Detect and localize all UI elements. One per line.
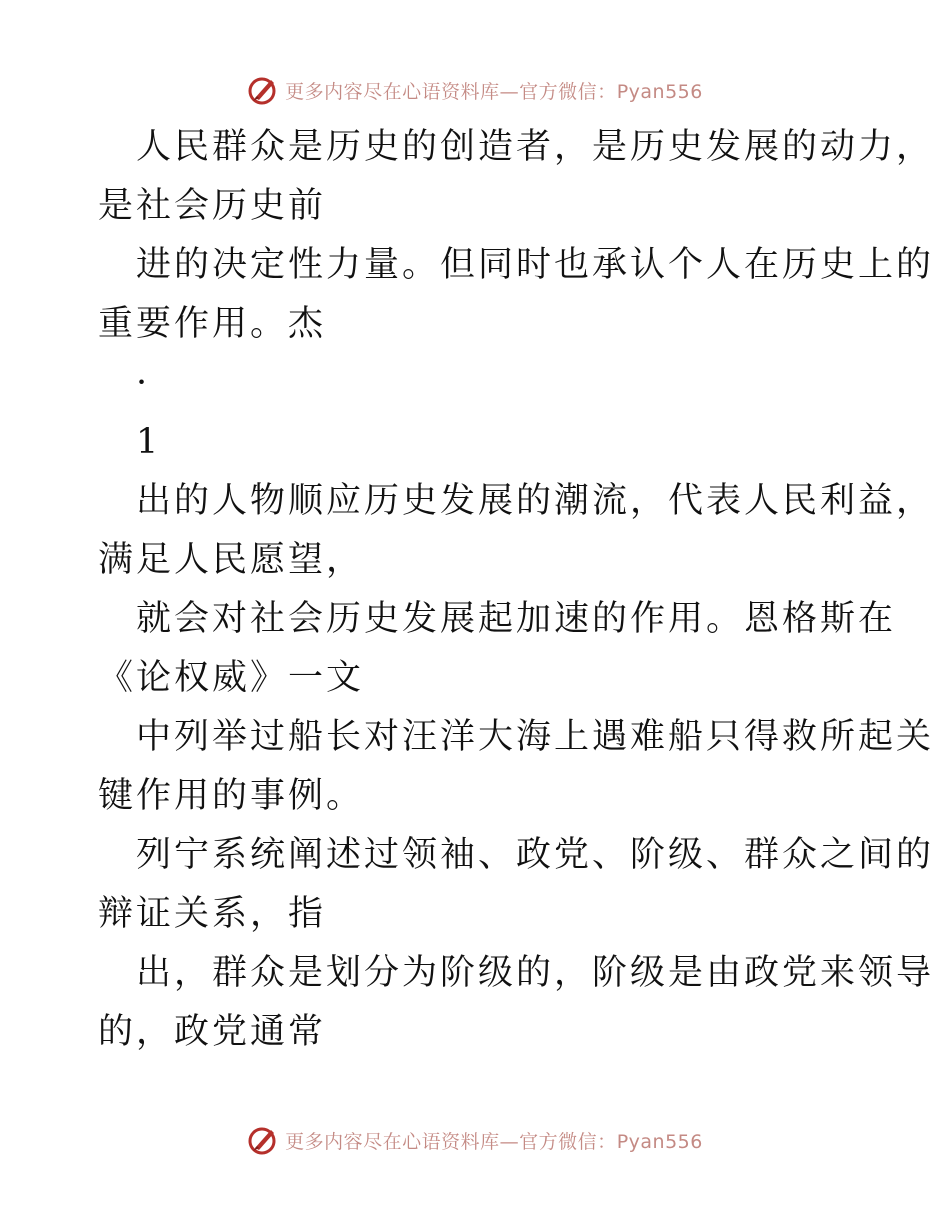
footer-banner [0,1120,950,1160]
footer-banner-separator: — [499,1130,520,1153]
footer-banner-wechat-id: Pyan556 [616,1130,703,1153]
body-line: 就会对社会历史发展起加速的作用。恩格斯在 [136,599,897,639]
body-line: 的，政党通常 [98,1012,327,1052]
header-banner-wechat-id: Pyan556 [616,80,703,103]
body-line: 满足人民愿望， [98,540,365,580]
header-banner-wechat-label: 官方微信： [519,80,617,103]
body-line: 进的决定性力量。但同时也承认个人在历史上的 [136,245,935,285]
body-line: 中列举过船长对汪洋大海上遇难船只得救所起关 [136,717,935,757]
feather-pen-logo-icon [247,1124,279,1156]
document-body [98,118,935,1062]
footer-banner-text [285,1127,703,1154]
header-banner-separator: — [499,80,520,103]
body-line-number: 1 [136,422,162,462]
footer-banner-wechat-label: 官方微信： [519,1130,617,1153]
body-line: 重要作用。杰 [98,304,327,344]
header-banner [0,70,950,110]
body-line: 出，群众是划分为阶级的，阶级是由政党来领导 [136,953,935,993]
header-banner-text [285,77,703,104]
body-line: 列宁系统阐述过领袖、政党、阶级、群众之间的 [136,835,935,875]
feather-pen-logo-icon [247,74,279,106]
body-line: 辩证关系，指 [98,894,327,934]
footer-banner-title: 更多内容尽在心语资料库 [285,1130,500,1153]
body-line-dot: · [136,363,151,403]
body-line: 是社会历史前 [98,186,327,226]
body-line: 人民群众是历史的创造者，是历史发展的动力， [136,127,935,167]
body-line: 键作用的事例。 [98,776,365,816]
body-line: 《论权威》一文 [98,658,365,698]
header-banner-title: 更多内容尽在心语资料库 [285,80,500,103]
body-line: 出的人物顺应历史发展的潮流，代表人民利益， [136,481,935,521]
